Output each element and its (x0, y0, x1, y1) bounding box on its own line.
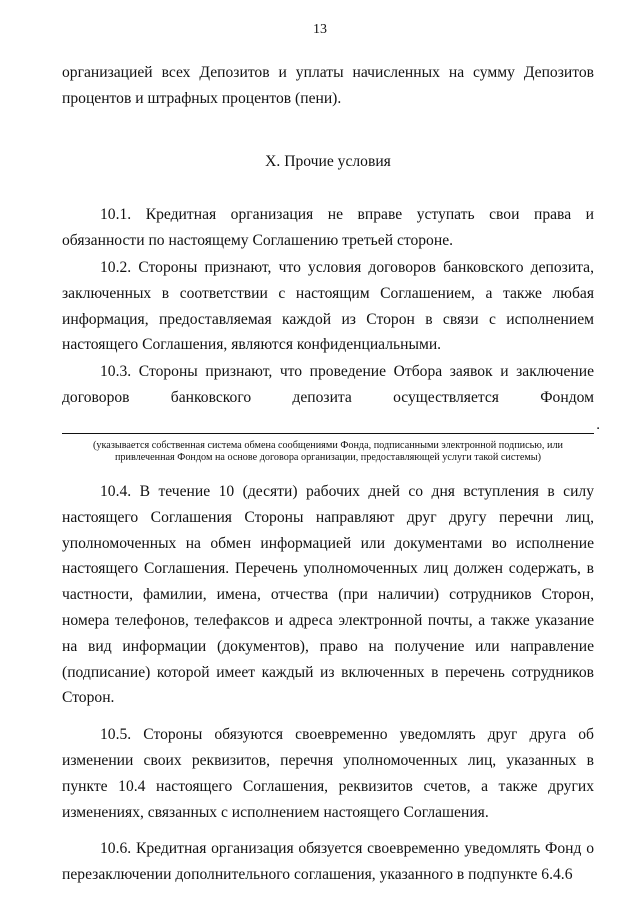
paragraph-10-3: 10.3. Стороны признают, что проведение Отбора заявок и заключение договоров банковского депозита осуществляется Фондом (62, 363, 594, 406)
paragraph-10-6: 10.6. Кредитная организация обязуется своевременно уведомлять Фонд о перезаключении дополнительного соглашения, указанного в подпункте 6.4.6 (62, 840, 594, 884)
intro-paragraph: организацией всех Депозитов и уплаты начисленных на сумму Депозитов процентов и штрафных процентов (пени). (62, 64, 594, 107)
fill-in-blank-line (62, 411, 600, 434)
page-number: 13 (313, 22, 327, 37)
blank-line-period: . (596, 416, 600, 433)
paragraph-10-4: 10.4. В течение 10 (десяти) рабочих дней со дня вступления в силу настоящего Соглашения Стороны направляют друг другу перечни лиц, уполномоченных на обмен информацией или документами во исполнение настоящего Соглашения. Перечень уполномоченных лиц должен содержать, в частности, фамилии, имена, отчества (при наличии) сотрудников Сторон, номера телефонов, телефаксов и адреса электронной почты, а также указание на вид информации (документов), право на получение или направление (подписание) которой имеет каждый из включенных в перечень сотрудников Сторон. (62, 482, 594, 707)
section-title: X. Прочие условия (265, 152, 391, 170)
document-body (62, 60, 600, 888)
footnote: (указывается собственная система обмена сообщениями Фонда, подписанными электронной подписью, или привлеченная Фондом на основе договора организации, предоставляющей услуги такой системы) (93, 439, 563, 464)
paragraph-10-1: 10.1. Кредитная организация не вправе уступать свои права и обязанности по настоящему Соглашению третьей стороне. (62, 206, 594, 250)
paragraph-10-2: 10.2. Стороны признают, что условия договоров банковского депозита, заключенных в соответствии с настоящим Соглашением, а также любая информация, предоставляемая каждой из Сторон в связи с исполнением настоящего Соглашения, являются конфиденциальными. (62, 258, 594, 354)
paragraph-10-5: 10.5. Стороны обязуются своевременно уведомлять друг друга об изменении своих реквизитов, перечня уполномоченных лиц, указанных в пункте 10.4 настоящего Соглашения, реквизитов счетов, а также других изменениях, связанных с исполнением настоящего Соглашения. (62, 726, 594, 821)
